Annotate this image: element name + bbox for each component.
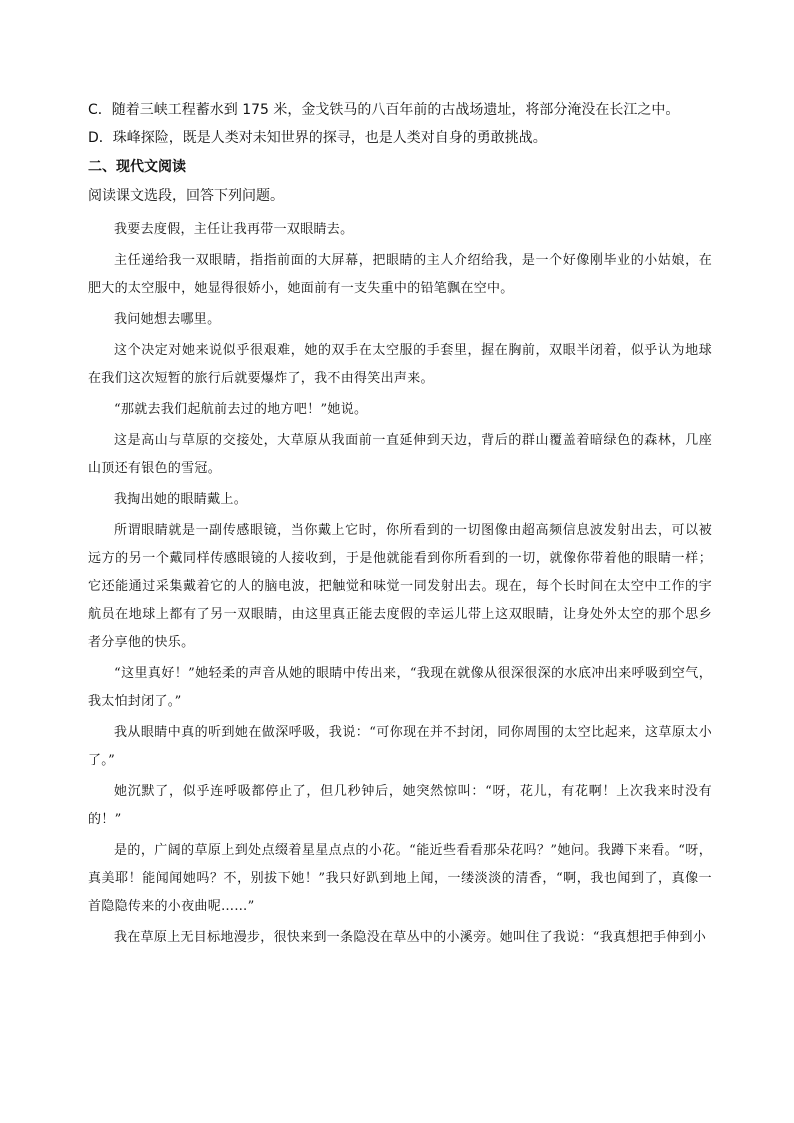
reading-instruction: 阅读课文选段，回答下列问题。 <box>88 188 284 204</box>
passage-paragraph: “那就去我们起航前去过的地方吧！”她说。 <box>114 402 368 417</box>
passage-paragraph: 所谓眼睛就是一副传感眼镜，当你戴上它时，你所看到的一切图像由超高频信息波发射出去，可以被远方的另一个戴同样传感眼镜的人接收到，于是他就能看到你所看到的一切，就像你带着他的眼睛一样；它还能通过采集戴着它的人的脑电波，把触觉和味觉一同发射出去。现在，每个长时间在太空中工作的宇航员在地球上都有了另一双眼睛，由这里真正能去度假的幸运儿带上这双眼睛，让身处外太空的那个思乡者分享他的快乐。 <box>88 523 712 650</box>
passage-paragraph: 我掏出她的眼睛戴上。 <box>114 492 248 507</box>
passage-paragraph: 这个决定对她来说似乎很艰难，她的双手在太空服的手套里，握在胸前，双眼半闭着，似乎认为地球在我们这次短暂的旅行后就要爆炸了，我不由得笑出声来。 <box>88 343 712 386</box>
option-d: D．珠峰探险，既是人类对未知世界的探寻，也是人类对自身的勇敢挑战。 <box>88 130 547 146</box>
document-page <box>88 96 712 955</box>
reading-passage <box>88 216 712 952</box>
passage-paragraph: 我在草原上无目标地漫步，很快来到一条隐没在草丛中的小溪旁。她叫住了我说：“我真想把手伸到小 <box>114 930 707 945</box>
option-c: C．随着三峡工程蓄水到 175 米，金戈铁马的八百年前的古战场遗址，将部分淹没在长江之中。 <box>88 102 680 118</box>
passage-paragraph: 我要去度假，主任让我再带一双眼睛去。 <box>114 222 354 237</box>
passage-paragraph: 我问她想去哪里。 <box>114 312 221 327</box>
passage-paragraph: 她沉默了，似乎连呼吸都停止了，但几秒钟后，她突然惊叫：“呀，花儿，有花啊！上次我来时没有的！” <box>88 784 712 827</box>
passage-paragraph: 我从眼睛中真的听到她在做深呼吸，我说：“可你现在并不封闭，同你周围的太空比起来，这草原太小了。” <box>88 725 712 768</box>
passage-paragraph: “这里真好！”她轻柔的声音从她的眼睛中传出来，“我现在就像从很深很深的水底冲出来呼吸到空气，我太怕封闭了。” <box>88 666 712 709</box>
passage-paragraph: 主任递给我一双眼睛，指指前面的大屏幕，把眼睛的主人介绍给我，是一个好像刚毕业的小姑娘，在肥大的太空服中，她显得很娇小，她面前有一支失重中的铅笔飘在空中。 <box>88 253 712 296</box>
passage-paragraph: 这是高山与草原的交接处，大草原从我面前一直延伸到天边，背后的群山覆盖着暗绿色的森林，几座山顶还有银色的雪冠。 <box>88 433 712 476</box>
section-title: 二、现代文阅读 <box>88 159 186 175</box>
passage-paragraph: 是的，广阔的草原上到处点缀着星星点点的小花。“能近些看看那朵花吗？”她问。我蹲下来看。“呀，真美耶！能闻闻她吗？不，别拔下她！”我只好趴到地上闻，一缕淡淡的清香，“啊，我也闻到了，真像一首隐隐传来的小夜曲呢……” <box>88 843 712 914</box>
